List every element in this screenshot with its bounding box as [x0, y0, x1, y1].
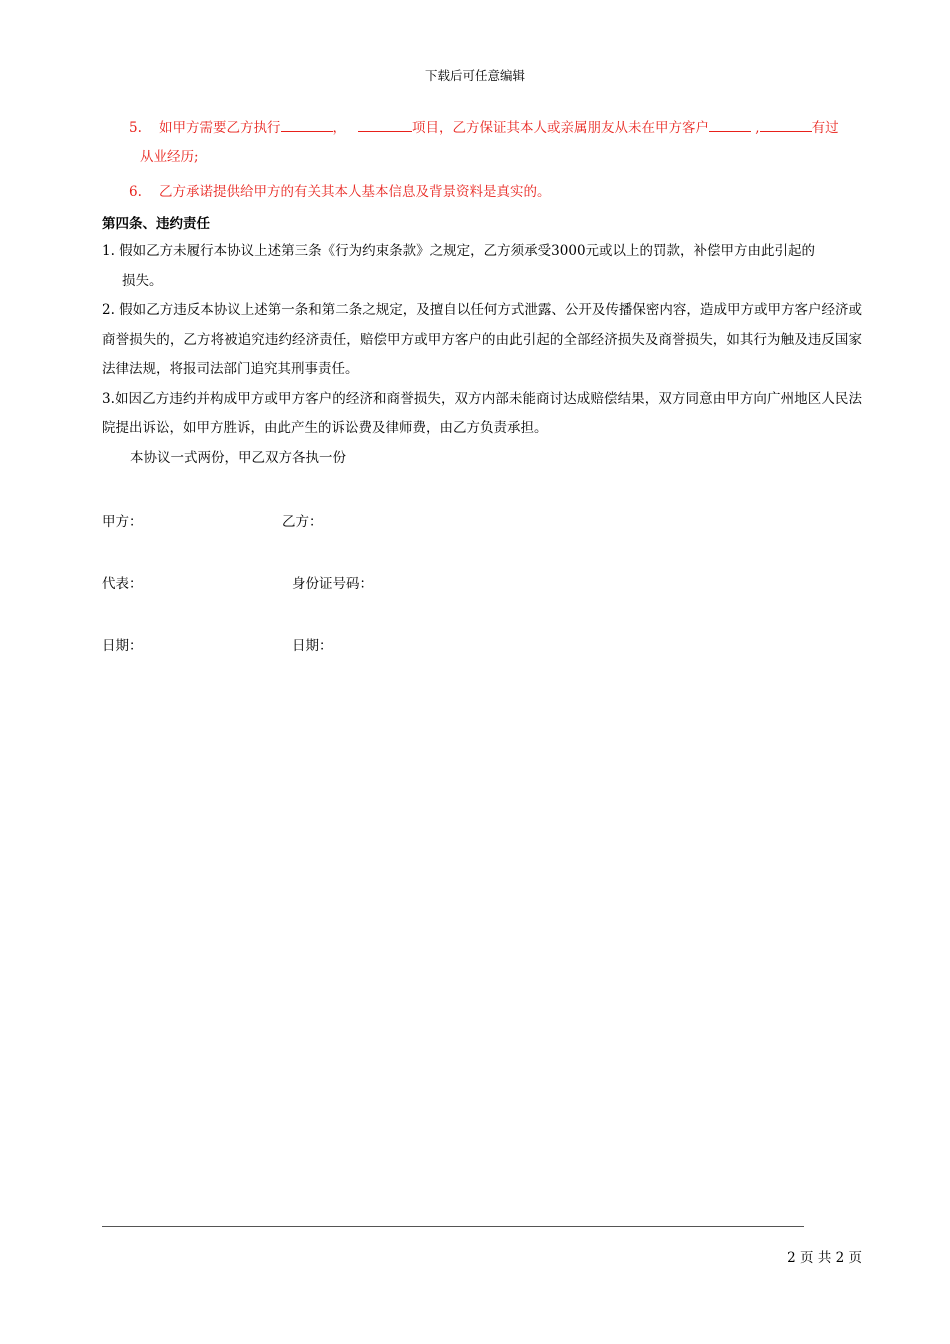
- list-item-6: [102, 178, 862, 207]
- blank-field: [281, 117, 333, 132]
- list-item-text-continuation: 从业经历;: [140, 149, 199, 165]
- blank-field: [358, 117, 412, 132]
- footer-divider: [102, 1226, 804, 1227]
- representative-label: 代表：: [102, 576, 143, 592]
- list-number: 6.: [129, 184, 142, 200]
- clause-1: [102, 237, 862, 296]
- list-item-5: [102, 114, 862, 172]
- party-b-label: 乙方：: [282, 514, 323, 530]
- party-a-label: 甲方：: [102, 514, 143, 530]
- page-number: 2 页 共 2 页: [787, 1250, 862, 1266]
- list-item-text: 如甲方需要乙方执行 ， 项目，乙方保证其本人或亲属朋友从未在甲方客户 , 有过: [159, 114, 862, 143]
- closing-statement: 本协议一式两份，甲乙双方各执一份: [130, 449, 346, 466]
- clause-text-continuation: 损失。: [122, 272, 163, 289]
- date-a-label: 日期：: [102, 638, 143, 654]
- id-number-label: 身份证号码：: [292, 576, 373, 592]
- list-number: 5.: [129, 120, 142, 136]
- page-header: 下载后可任意编辑: [424, 68, 525, 83]
- list-item-text: 乙方承诺提供给甲方的有关其本人基本信息及背景资料是真实的。: [159, 184, 551, 200]
- blank-field: [709, 117, 751, 132]
- date-b-label: 日期：: [292, 638, 333, 654]
- clause-3: 3.如因乙方违约并构成甲方或甲方客户的经济和商誉损失，双方内部未能商讨达成赔偿结果，双方同意由甲方向广州地区人民法院提出诉讼，如甲方胜诉，由此产生的诉讼费及律师费，由乙方负责承担。: [102, 390, 862, 436]
- document-body: [102, 114, 862, 473]
- blank-field: [760, 117, 812, 132]
- clause-2: 2. 假如乙方违反本协议上述第一条和第二条之规定，及擅自以任何方式泄露、公开及传播保密内容，造成甲方或甲方客户经济或商誉损失的，乙方将被追究违约经济责任，赔偿甲方或甲方客户的由此引起的全部经济损失及商誉损失，如其行为触及违反国家法律法规，将报司法部门追究其刑事责任。: [102, 302, 862, 377]
- clause-text: 1. 假如乙方未履行本协议上述第三条《行为约束条款》之规定，乙方须承受3000元或以上的罚款，补偿甲方由此引起的: [102, 243, 816, 259]
- section-title: 第四条、违约责任: [102, 216, 210, 232]
